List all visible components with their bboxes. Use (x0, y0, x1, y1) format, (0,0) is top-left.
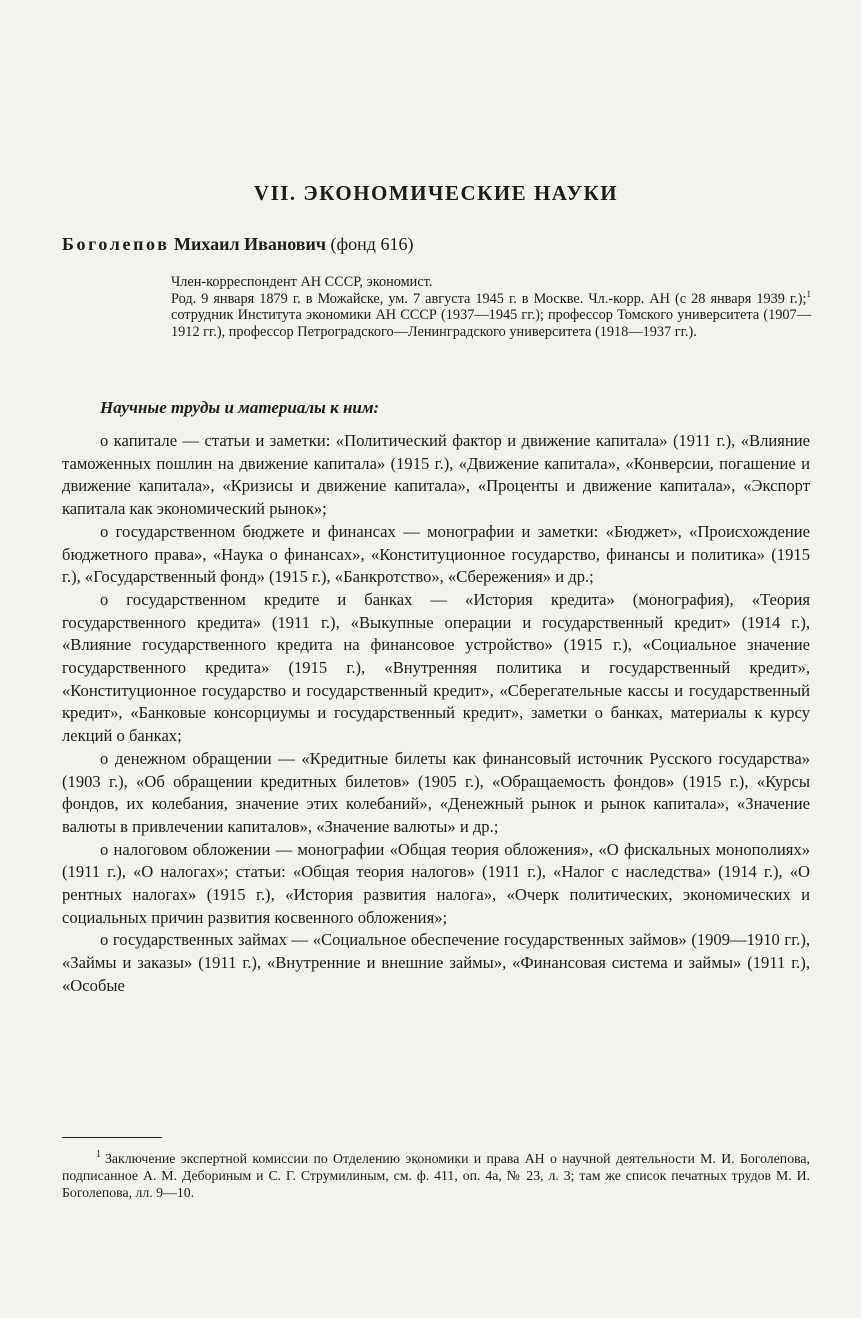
biography-block (171, 274, 811, 340)
person-surname: Боголепов (62, 234, 170, 254)
footnote-reference[interactable]: 1 (806, 288, 811, 299)
bio-details (171, 288, 811, 341)
bio-details-part-1: Род. 9 января 1879 г. в Можайске, ум. 7 августа 1945 г. в Москве. Чл.-корр. АН (с 28 января 1939 г.); (171, 290, 807, 307)
bio-position: Член-корреспондент АН СССР, экономист. (171, 274, 433, 290)
bio-details-part-2: сотрудник Института экономики АН СССР (1937—1945 гг.); профессор Томского университета (1907—1912 гг.), профессор Петроградского—Ленинградского университета (1918—1937 гг.). (171, 307, 811, 340)
document-page (62, 0, 810, 1318)
works-entry-capital: о капитале — статьи и заметки: «Политический фактор и движение капитала» (1911 г.), «Влияние таможенных пошлин на движение капитала» (1915 г.), «Движение капитала», «Конверсии, погашение и движение капитала», «Кризисы и движение капитала», «Проценты и движение капитала», «Экспорт капитала как экономический рынок»; (62, 431, 810, 519)
works-entry-credit: о государственном кредите и банках — «История кредита» (монография), «Теория государственного кредита» (1911 г.), «Выкупные операции и государственный кредит» (1914 г.), «Влияние государственного кредита на финансовое устройство» (1915 г.), «Социальное значение государственного кредита» (1915 г.), «Внутренняя политика и государственный кредит», «Конституционное государство и государственный кредит», «Сберегательные кассы и государственный кредит», «Банковые консорциумы и государственный кредит», заметки о банках, материалы к курсу лекций о банках; (62, 589, 810, 746)
person-heading (62, 234, 413, 255)
works-entry-loans: о государственных займах — «Социальное обеспечение государственных займов» (1909—1910 гг.), «Займы и заказы» (1911 г.), «Внутренние и внешние займы», «Финансовая система и займы» (1911 г.), «Особые (62, 930, 810, 995)
works-entry-money-circulation: о денежном обращении — «Кредитные билеты как финансовый источник Русского государства» (1903 г.), «Об обращении кредитных билетов» (1905 г.), «Обращаемость фондов» (1915 г.), «Курсы фондов, их колебания, значение этих колебаний», «Денежный рынок и рынок капитала», «Значение валюты в привлечении капиталов», «Значение валюты» и др.; (62, 748, 810, 836)
works-entry-taxation: о налоговом обложении — монографии «Общая теория обложения», «О фискальных монополиях» (1911 г.), «О налогах»; статьи: «Общая теория налогов» (1911 г.), «Налог с наследства» (1914 г.), «О рентных налогах» (1915 г.), «История развития налога», «Очерк политических, экономических и социальных причин развития косвенного обложения»; (62, 839, 810, 927)
footnote-text: Заключение экспертной комиссии по Отделению экономики и права АН о научной деятельности М. И. Боголепова, подписанное А. М. Дебориным и С. Г. Струмилиным, см. ф. 411, оп. 4а, № 23, л. 3; там же список печатных трудов М. И. Боголепова, лл. 9—10. (62, 1151, 810, 1200)
works-list (62, 430, 810, 998)
chapter-title: VII. ЭКОНОМИЧЕСКИЕ НАУКИ (253, 181, 619, 205)
footnote (62, 1150, 810, 1201)
fund-number: (фонд 616) (330, 234, 414, 254)
person-given-names: Михаил Иванович (174, 234, 327, 254)
works-heading: Научные труды и материалы к ним: (100, 398, 380, 417)
works-entry-budget: о государственном бюджете и финансах — монографии и заметки: «Бюджет», «Происхождение бюджетного права», «Наука о финансах», «Конституционное государство, финансы и политика» (1915 г.), «Государственный фонд» (1915 г.), «Банкротство», «Сбережения» и др.; (62, 521, 810, 587)
footnote-divider (62, 1137, 162, 1138)
person-name (62, 234, 326, 254)
footnote-number: 1 (96, 1149, 101, 1161)
